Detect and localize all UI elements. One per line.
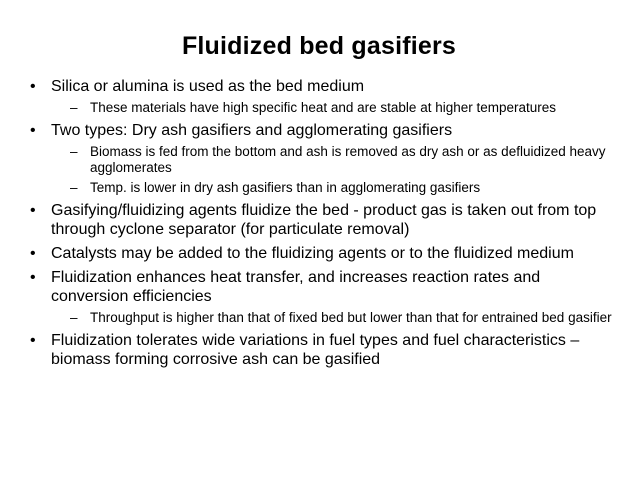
bullet-text: Catalysts may be added to the fluidizing agents or to the fluidized medium <box>51 245 574 262</box>
dash-icon: – <box>70 180 78 195</box>
bullet-text: Two types: Dry ash gasifiers and agglomerating gasifiers <box>51 122 453 139</box>
bullet-icon: • <box>30 122 36 139</box>
sub-bullet-text: Temp. is lower in dry ash gasifiers than in agglomerating gasifiers <box>90 180 481 195</box>
bullet-text: Fluidization tolerates wide variations in fuel types and fuel characteristics – biomass forming corrosive ash can be gasified <box>51 332 580 368</box>
bullet-item <box>30 121 615 140</box>
bullet-item <box>30 268 615 306</box>
sub-bullet-item <box>70 180 615 196</box>
sub-bullet-item <box>70 144 615 176</box>
sub-bullet-text: Throughput is higher than that of fixed bed but lower than that for entrained bed gasifier <box>90 310 612 325</box>
slide-title: Fluidized bed gasifiers <box>181 32 457 60</box>
sub-bullet-text: Biomass is fed from the bottom and ash is removed as dry ash or as defluidized heavy agglomerates <box>90 144 606 175</box>
bullet-text: Fluidization enhances heat transfer, and increases reaction rates and conversion efficiencies <box>51 269 541 305</box>
bullet-item <box>30 77 615 96</box>
dash-icon: – <box>70 144 78 159</box>
bullet-icon: • <box>30 245 36 262</box>
dash-icon: – <box>70 310 78 325</box>
sub-bullet-item <box>70 100 615 116</box>
bullet-icon: • <box>30 332 36 349</box>
bullet-item <box>30 331 615 369</box>
bullet-item <box>30 201 615 239</box>
bullet-icon: • <box>30 78 36 95</box>
bullet-icon: • <box>30 269 36 286</box>
bullet-item <box>30 244 615 263</box>
bullet-icon: • <box>30 202 36 219</box>
bullet-list <box>30 72 615 369</box>
sub-bullet-item <box>70 310 615 326</box>
dash-icon: – <box>70 100 78 115</box>
bullet-text: Silica or alumina is used as the bed medium <box>51 78 365 95</box>
bullet-text: Gasifying/fluidizing agents fluidize the bed - product gas is taken out from top through cyclone separator (for particulate removal) <box>51 202 597 238</box>
sub-bullet-text: These materials have high specific heat and are stable at higher temperatures <box>90 100 557 115</box>
